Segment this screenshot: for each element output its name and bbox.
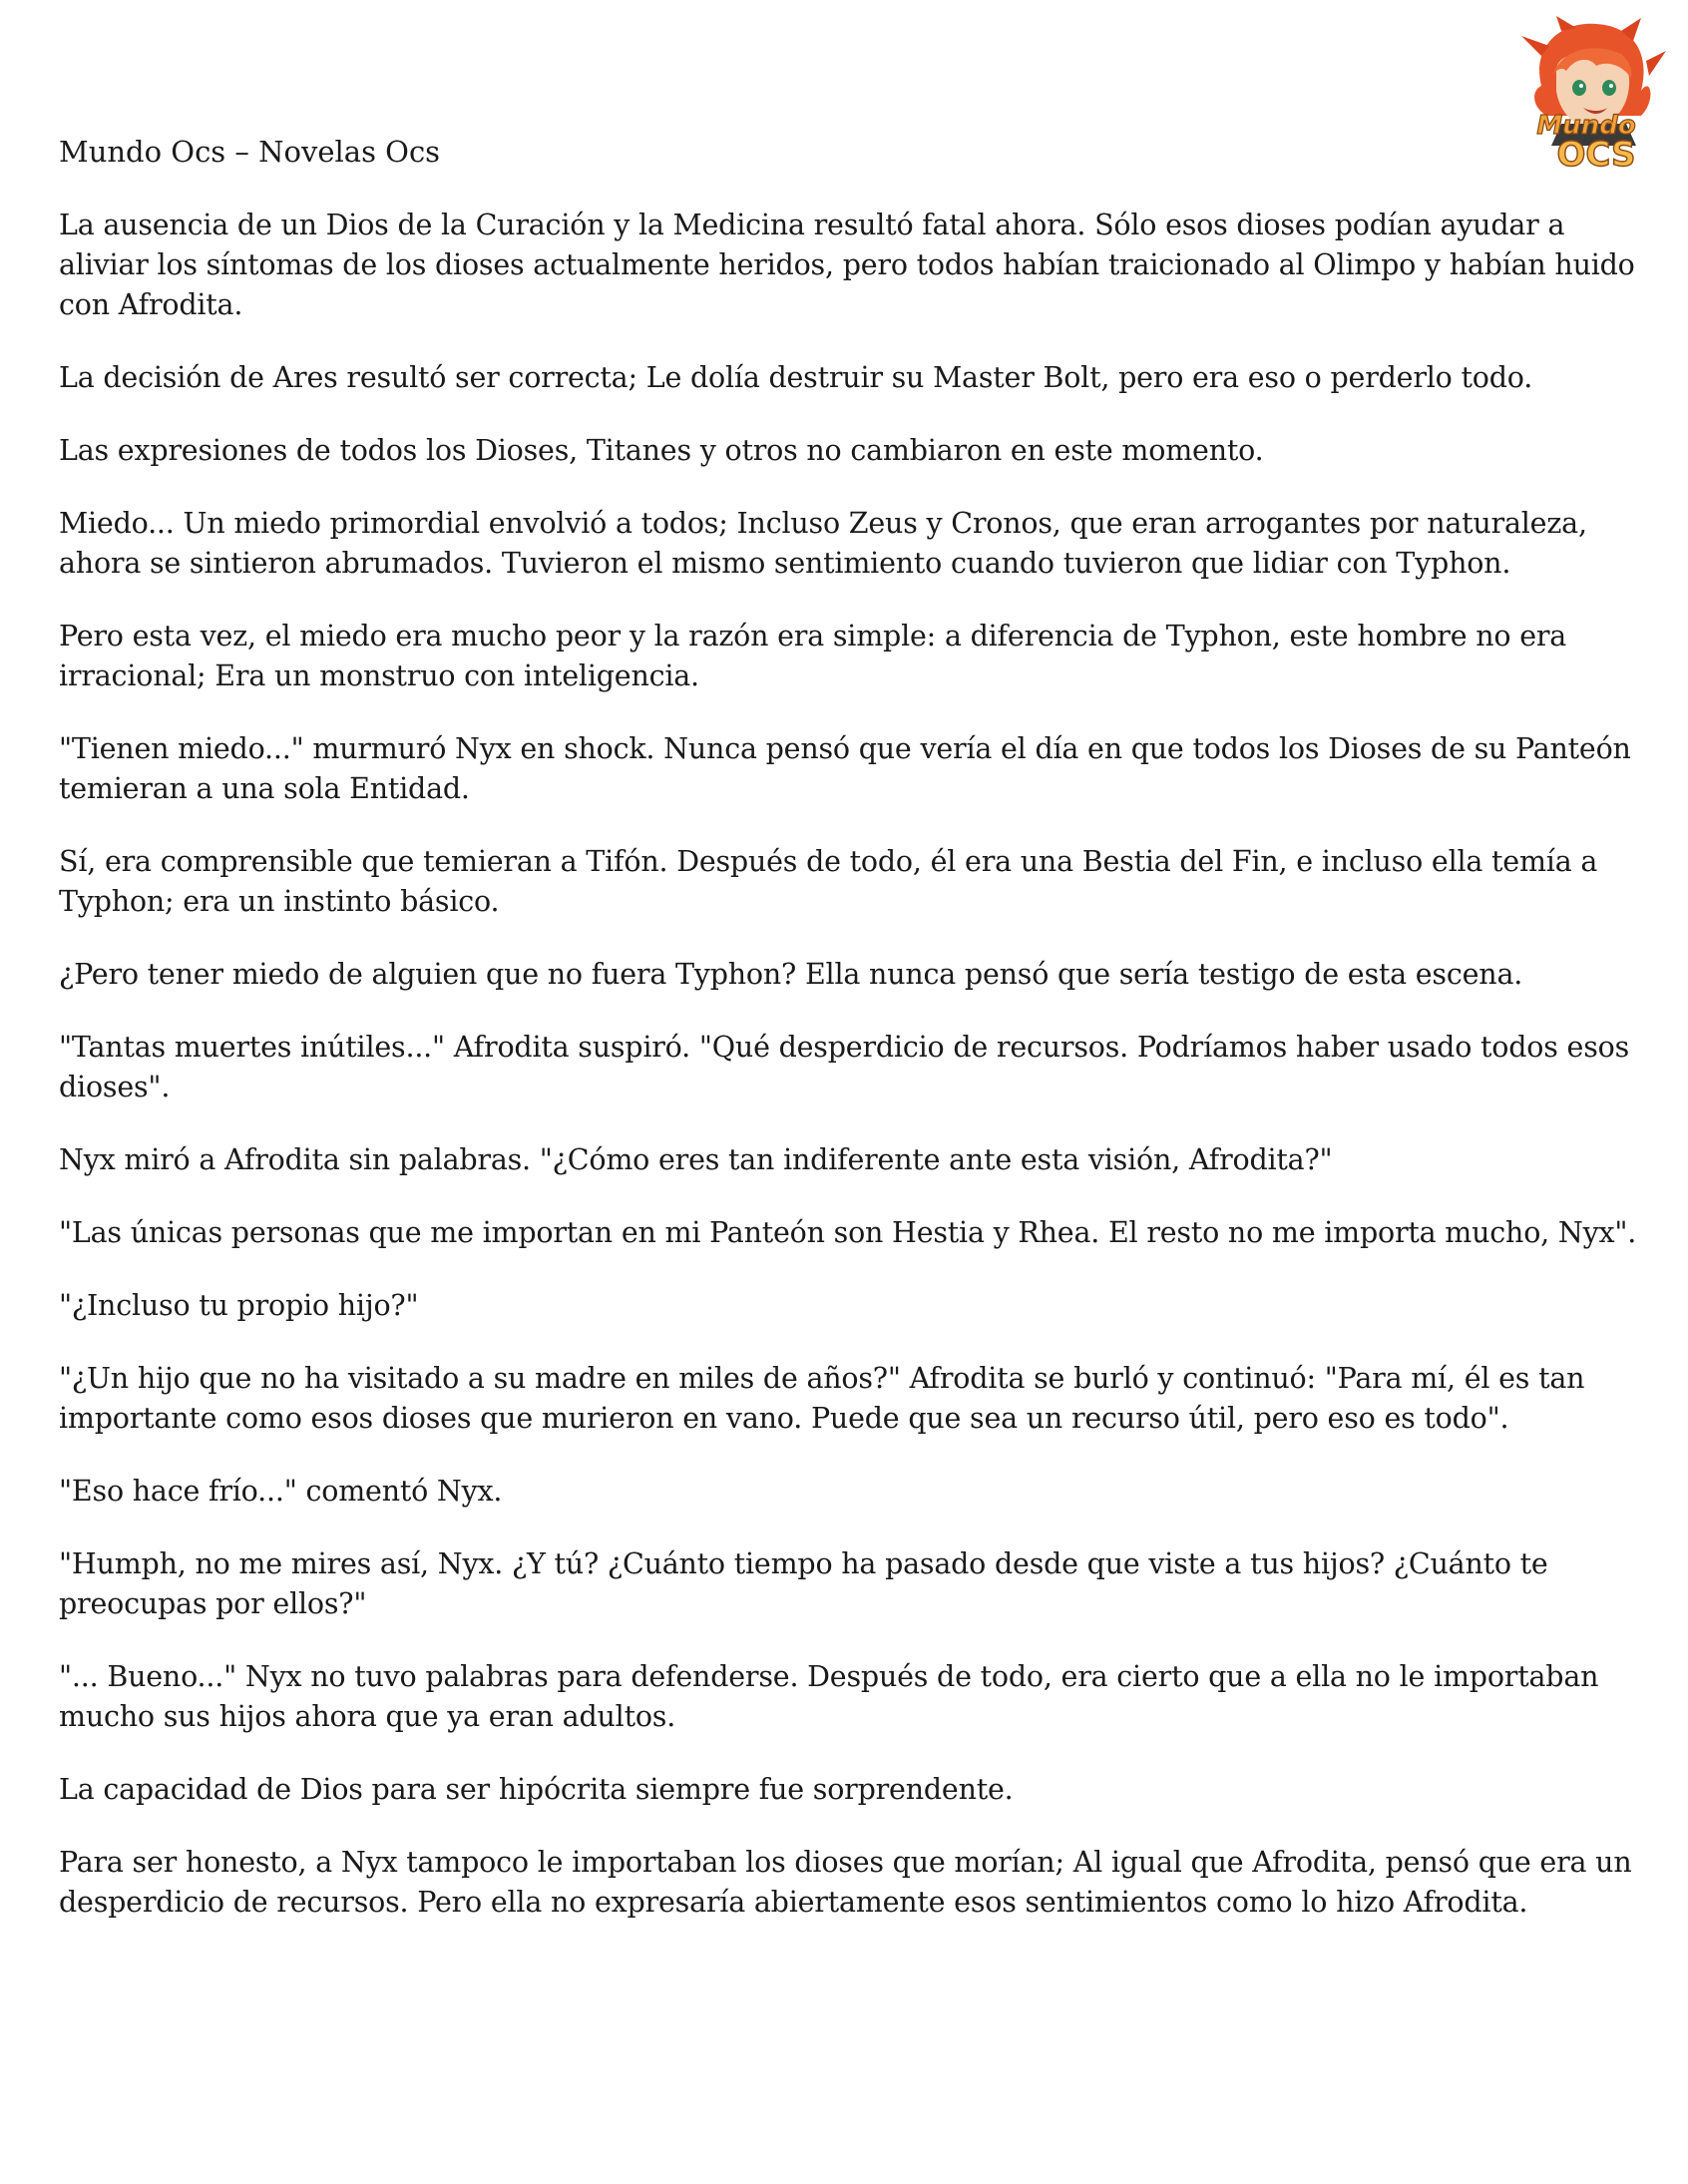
paragraph: Las expresiones de todos los Dioses, Titanes y otros no cambiaron en este momento.	[59, 434, 1264, 467]
paragraph: "Humph, no me mires así, Nyx. ¿Y tú? ¿Cuánto tiempo ha pasado desde que viste a tus hijos? ¿Cuánto te preocupas por ellos?"	[59, 1547, 1548, 1620]
document-body	[59, 206, 1645, 1956]
logo-text-ocs: OCS	[1556, 135, 1636, 175]
paragraph: Miedo... Un miedo primordial envolvió a todos; Incluso Zeus y Cronos, que eran arrogantes por naturaleza, ahora se sintieron abrumados. Tuvieron el mismo sentimiento cuando tuvieron que lidiar con Typhon.	[59, 507, 1587, 580]
paragraph: "Tienen miedo..." murmuró Nyx en shock. Nunca pensó que vería el día en que todos los Dioses de su Panteón temieran a una sola Entidad.	[59, 732, 1631, 805]
document-header: Mundo Ocs – Novelas Ocs	[59, 135, 441, 169]
paragraph: "Tantas muertes inútiles..." Afrodita suspiró. "Qué desperdicio de recursos. Podríamos haber usado todos esos dioses".	[59, 1031, 1630, 1103]
paragraph: "¿Incluso tu propio hijo?"	[59, 1289, 419, 1322]
paragraph: "¿Un hijo que no ha visitado a su madre en miles de años?" Afrodita se burló y continuó: "Para mí, él es tan importante como esos dioses que murieron en vano. Puede que sea un recurso útil, pero eso es todo".	[59, 1362, 1585, 1435]
paragraph: Pero esta vez, el miedo era mucho peor y la razón era simple: a diferencia de Typhon, este hombre no era irracional; Era un monstruo con inteligencia.	[59, 620, 1567, 692]
paragraph: "... Bueno..." Nyx no tuvo palabras para defenderse. Después de todo, era cierto que a ella no le importaban mucho sus hijos ahora que ya eran adultos.	[59, 1660, 1599, 1733]
paragraph: La decisión de Ares resultó ser correcta; Le dolía destruir su Master Bolt, pero era eso o perderlo todo.	[59, 361, 1533, 394]
paragraph: Sí, era comprensible que temieran a Tifón. Después de todo, él era una Bestia del Fin, e incluso ella temía a Typhon; era un instinto básico.	[59, 845, 1598, 918]
logo-text-mundo: Mundo	[1536, 111, 1636, 141]
paragraph: ¿Pero tener miedo de alguien que no fuera Typhon? Ella nunca pensó que sería testigo de esta escena.	[59, 958, 1523, 991]
paragraph: "Las únicas personas que me importan en mi Panteón son Hestia y Rhea. El resto no me importa mucho, Nyx".	[59, 1216, 1637, 1249]
paragraph: La ausencia de un Dios de la Curación y la Medicina resultó fatal ahora. Sólo esos dioses podían ayudar a aliviar los síntomas de los dioses actualmente heridos, pero todos habían traicionado al Olimpo y habían huido con Afrodita.	[59, 209, 1635, 321]
paragraph: La capacidad de Dios para ser hipócrita siempre fue sorprendente.	[59, 1773, 1014, 1806]
paragraph: "Eso hace frío..." comentó Nyx.	[59, 1475, 503, 1508]
paragraph: Para ser honesto, a Nyx tampoco le importaban los dioses que morían; Al igual que Afrodita, pensó que era un desperdicio de recursos. Pero ella no expresaría abiertamente esos sentimientos como lo hizo Afrodita.	[59, 1846, 1632, 1919]
mundo-ocs-logo	[1501, 16, 1671, 176]
paragraph: Nyx miró a Afrodita sin palabras. "¿Cómo eres tan indiferente ante esta visión, Afrodita?"	[59, 1143, 1333, 1176]
